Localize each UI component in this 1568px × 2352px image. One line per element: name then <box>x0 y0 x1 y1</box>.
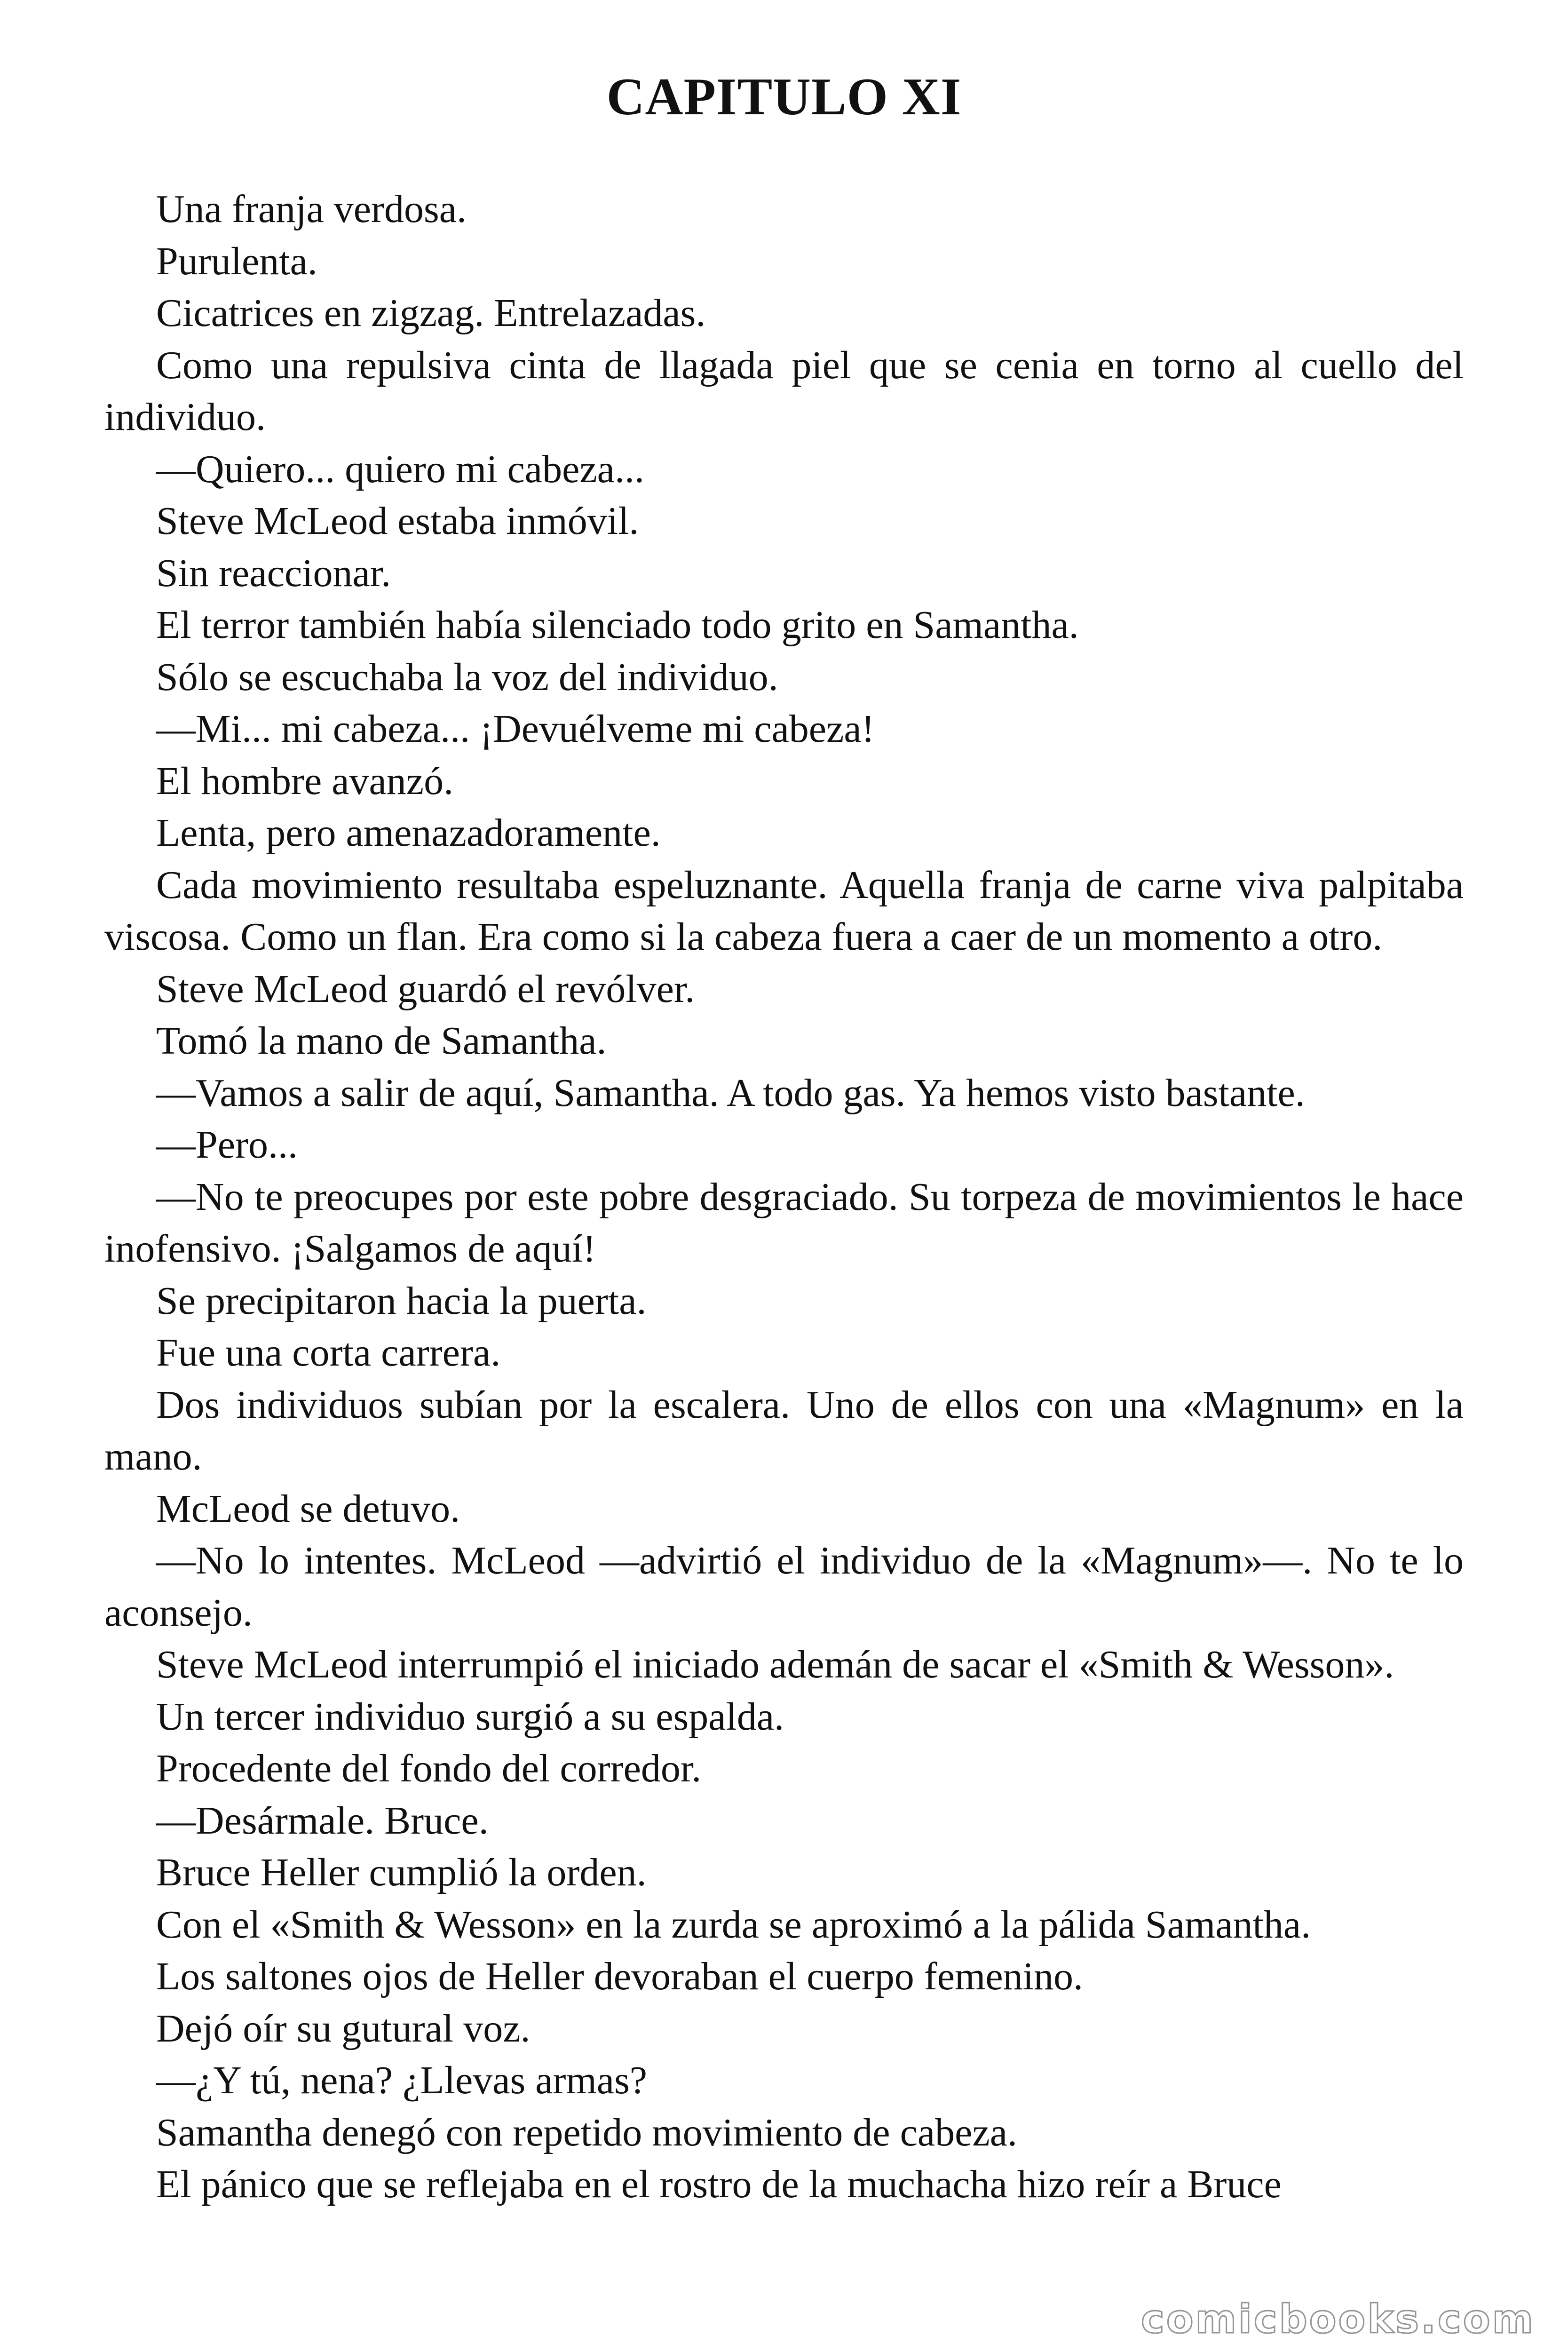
paragraph: Con el «Smith & Wesson» en la zurda se aproximó a la pálida Samantha. <box>156 1902 1311 1947</box>
paragraph: Un tercer individuo surgió a su espalda. <box>156 1694 784 1739</box>
paragraph: Una franja verdosa. <box>156 187 467 231</box>
paragraph: McLeod se detuvo. <box>156 1486 460 1531</box>
watermark-logo: comicbooks.com <box>1141 2296 1535 2342</box>
paragraph: —Quiero... quiero mi cabeza... <box>156 447 644 491</box>
paragraph: El terror también había silenciado todo grito en Samantha. <box>156 603 1079 647</box>
paragraph: El hombre avanzó. <box>156 759 454 803</box>
paragraph: Samantha denegó con repetido movimiento de cabeza. <box>156 2110 1017 2154</box>
paragraph: Se precipitaron hacia la puerta. <box>156 1279 647 1323</box>
paragraph: —No lo intentes. McLeod —advirtió el individuo de la «Magnum»—. No te lo aconsejo. <box>104 1539 1464 1635</box>
paragraph: Lenta, pero amenazadoramente. <box>156 811 661 855</box>
paragraph: El pánico que se reflejaba en el rostro de la muchacha hizo reír a Bruce <box>156 2162 1282 2206</box>
paragraph: Fue una corta carrera. <box>156 1331 501 1375</box>
paragraph: —No te preocupes por este pobre desgraciado. Su torpeza de movimientos le hace inofensivo. ¡Salgamos de aquí! <box>104 1175 1464 1271</box>
paragraph: Bruce Heller cumplió la orden. <box>156 1851 647 1894</box>
paragraph: Dos individuos subían por la escalera. Uno de ellos con una «Magnum» en la mano. <box>104 1383 1464 1478</box>
paragraph: Steve McLeod interrumpió el iniciado ademán de sacar el «Smith & Wesson». <box>156 1643 1394 1686</box>
paragraph: —¿Y tú, nena? ¿Llevas armas? <box>156 2058 648 2102</box>
chapter-body <box>104 183 1464 2211</box>
paragraph: Steve McLeod estaba inmóvil. <box>156 499 639 543</box>
paragraph: Los saltones ojos de Heller devoraban el cuerpo femenino. <box>156 1955 1084 1998</box>
paragraph: —Vamos a salir de aquí, Samantha. A todo gas. Ya hemos visto bastante. <box>156 1071 1305 1115</box>
paragraph: Steve McLeod guardó el revólver. <box>156 967 695 1011</box>
paragraph: Cada movimiento resultaba espeluznante. Aquella franja de carne viva palpitaba viscosa. Como un flan. Era como si la cabeza fuera a caer de un momento a otro. <box>104 863 1464 959</box>
chapter-title: CAPITULO XI <box>606 68 962 126</box>
paragraph: —Desármale. Bruce. <box>156 1798 489 1843</box>
paragraph: —Pero... <box>156 1123 298 1167</box>
paragraph: Sólo se escuchaba la voz del individuo. <box>156 655 778 699</box>
paragraph: Dejó oír su gutural voz. <box>156 2006 531 2050</box>
paragraph: —Mi... mi cabeza... ¡Devuélveme mi cabeza! <box>156 707 875 751</box>
paragraph: Como una repulsiva cinta de llagada piel que se cenia en torno al cuello del individuo. <box>104 343 1464 439</box>
paragraph: Purulenta. <box>156 239 317 283</box>
paragraph: Cicatrices en zigzag. Entrelazadas. <box>156 291 706 335</box>
paragraph: Procedente del fondo del corredor. <box>156 1747 702 1790</box>
paragraph: Tomó la mano de Samantha. <box>156 1019 607 1063</box>
paragraph: Sin reaccionar. <box>156 551 391 595</box>
